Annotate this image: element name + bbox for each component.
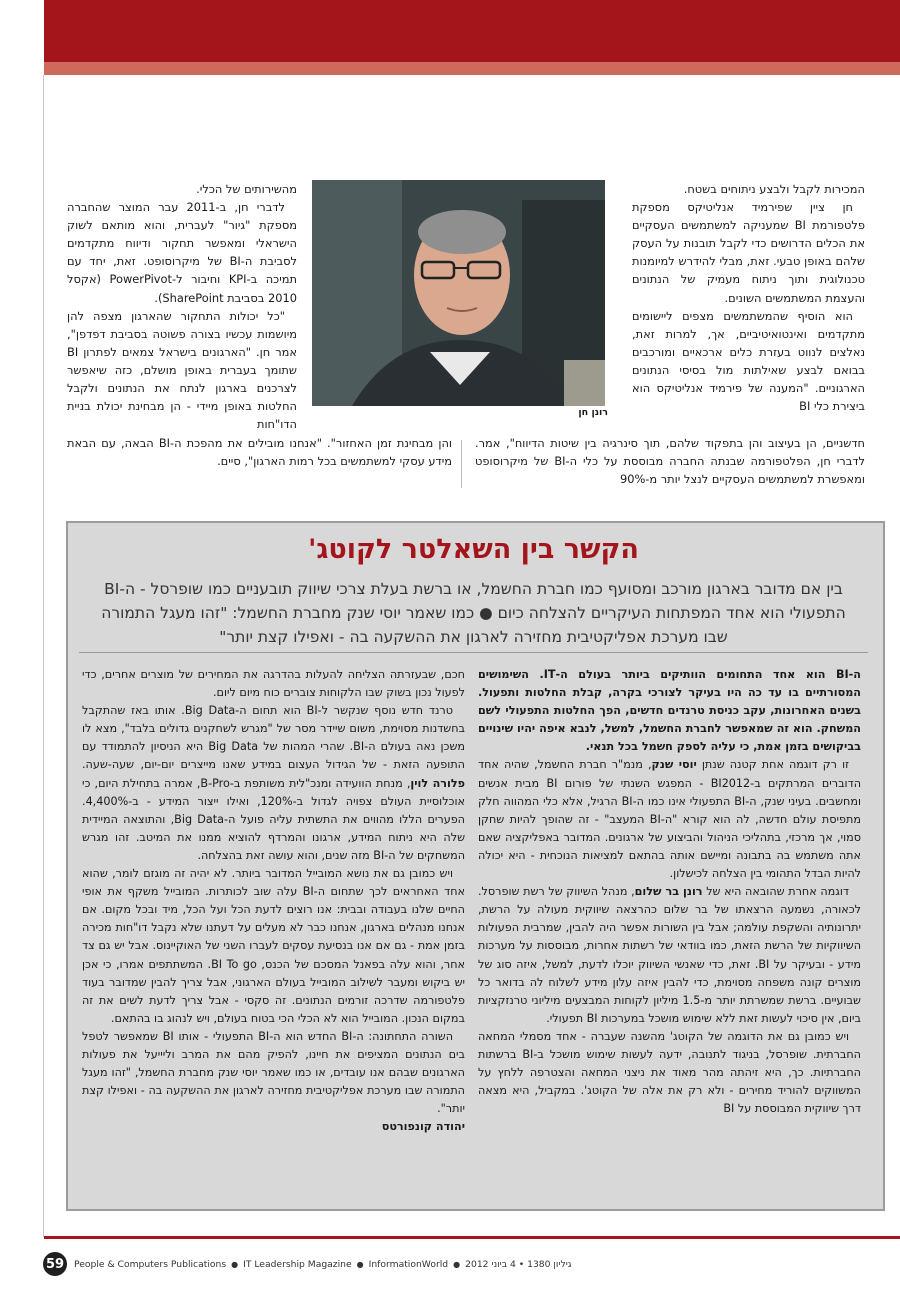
- footer-site: InformationWorld: [368, 1258, 449, 1270]
- person-name: יוסי שנק: [651, 758, 697, 772]
- article-column-left: [67, 180, 297, 433]
- top-banner: [44, 0, 900, 62]
- paragraph: הוא הוסיף שהמשתמשים מצפים ליישומים מתקדמים ואינטואיטיביים, אך, למרות זאת, נאלצים לנווט בעזרת כלים ארכאיים ומורכבים בבואם לבצע שאילתות מול בסיסי הנתונים הארגוניים. "המענה של פירמיד אנליטיקס הוא ביצירת כלי BI: [632, 308, 865, 414]
- author-signature: יהודה קונפורטס: [381, 1120, 465, 1134]
- footer-issue: גיליון 1380 • 4 ביוני 2012: [465, 1258, 572, 1270]
- article-column-right-bottom: [475, 434, 865, 488]
- bottom-rule: [44, 1236, 900, 1239]
- person-name: רונן בר שלום: [634, 885, 703, 899]
- footer-magazine: IT Leadership Magazine: [243, 1258, 352, 1270]
- paragraph: זו רק דוגמה אחת קטנה שנתן יוסי שנק, מנמ"ר חברת החשמל, שהיה אחד הדוברים המרתקים ב-BI2012 - המפגש השנתי של פורום BI מבית אנשים ומחשבים. בעיני שנק, ה-BI התפעולי אינו כמו ה-BI הרגיל, אלא כלי המהווה חלק מתפיסת עולם חדשה, לה הוא קורא "ה-BI המעצב" - זה שהופך להיות שחקן סמוי, אך מרכזי, בתהליכי הניהול והביצוע של ארגונים. המדובר באפליקציה שאם אתה משתמש בה בתבונה ומיישם אותה בהתאם למציאות הנוכחית - היא יכולה להיות הבדל התהומי בין הצלחה לכישלון.: [478, 758, 861, 881]
- page-footer: [43, 1252, 575, 1276]
- footer-publisher: People & Computers Publications: [74, 1258, 227, 1270]
- portrait-photo: [312, 180, 605, 406]
- paragraph: ויש כמובן גם את הדוגמה של הקוטג' מהשנה שעברה - אחד מסמלי המחאה החברתית. שופרסל, בניגוד לתנובה, ידעה לעשות שימוש מושכל ב-BI ברשתות החברתיות. כך, היא זיהתה מהר מאוד את ניצני המחאה והצטרפה ללחץ על המשווקים להוריד מחירים - ולא רק את אלה של הקוטג'. במקביל, היא מצאה דרך שיווקית המבוססת על BI: [478, 1029, 861, 1116]
- bullet-icon: ●: [356, 1259, 364, 1269]
- person-name: פלורה לוין: [410, 776, 465, 790]
- page-number: 59: [43, 1252, 67, 1276]
- paragraph: ה-BI הוא אחד התחומים הוותיקים ביותר בעולם ה-IT. השימושים המסורתיים בו עד כה היו בעיקר לצורכי בקרה, קבלת החלטות ותפעול. בשנים האחרונות, עקב כניסת טרנדים חדשים, הפך החלטות התפעולי לשם המשחק. הוא זה שמאפשר לחברת החשמל, למשל, לנבא איפה יהיו שינויים בביקושים בזמן אמת, כי עליה לספק חשמל בכל תנאי.: [478, 668, 861, 754]
- paragraph: לדברי חן, ב-2011 עבר המוצר שהחברה מספקת "גיור" לעברית, והוא מותאם לשוק הישראלי ומאפשר תחקור ודיווח מתקדמים לסביבת ה-BI של מיקרוסופט. זאת, יחד עם תמיכה ב-KPI וחיבור ל-PowerPivot (אקסל 2010 בסביבת SharePoint).: [67, 200, 297, 305]
- paragraph: טרנד חדש נוסף שנקשר ל-BI הוא תחום ה-Big Data. אותו באז שהתקבל בחשדנות מסוימת, משום שיידר מסר של "מגרש לשחקנים גדולים בלבד", מצא לו משכן נאה בעולם ה-BI. שהרי המהות של Big Data היא הניסיון להתמודד עם התופעה הזאת - של הגידול העצום במידע שאנו מייצרים יום-יום, שעה-שעה. פלורה לוין, מנחת הוועידה ומנכ"לית משותפת ב-B-Pro, אמרה בתחילת היום, כי אוכלוסיית העולם צפויה לגדול ב-120%, ואילו ייצור המידע - ב-4,400%. הפערים הללו מהווים את התשתית עליה פועל ה-Big Data, והתוצאה המיידית שלה היא ניתוח המידע, ארגונו והמרדף להוציא ממנו את המיטב. זהו מגרש המשחקים של ה-BI מזה שנים, והוא עושה זאת בהצלחה.: [82, 704, 465, 862]
- paragraph: חכם, שבעזרתה הצליחה להעלות בהדרגה את המחירים של מוצרים אחרים, כדי לפעול נכון בשוק שבו הלקוחות צוברים כוח מיום ליום.: [82, 668, 465, 700]
- paragraph: ויש כמובן גם את נושא המובייל המדובר ביותר. לא יהיה זה מוגזם לומר, שהוא אחד האחראים לכך שתחום ה-BI עלה שוב לכותרות. המובייל משקף את אופי החיים שלנו בעבודה ובבית: אנו רוצים לדעת הכל ועל הכל, מיד ובכל מקום. אם אנחנו מנהלים בארגון, אנחנו כבר לא מעלים על דעתנו שלא נקבל דו"חות מכירה בזמן אמת - גם אם אנו בנסיעת עסקים לעברו השני של האוקיינוס. אבל יש גם צד אחר, והוא עלה בפאנל המסכם של הכנס, BI To go. המשתתפים אמרו, כי אכן יש ביקוש ומעבר לשילוב המובייל בעולם הארגוני, אבל צריך להבין שמדובר בעוד פלטפורמה שדרכה זורמים הנתונים. זה סקסי - אבל צריך לדעת לשים את זה במקום הנכון. המובייל הוא לא הכלי הכי בטוח בעולם, ויש לנהוג בו בהתאם.: [82, 867, 465, 1025]
- box-lead: בין אם מדובר בארגון מורכב ומסועף כמו חברת החשמל, או ברשת בעלת צרכי שיווק תובעניים כמו שופרסל - ה-BI התפעולי הוא אחד המפתחות העיקריים להצלחה כיום ● כמו שאמר יוסי שנק מחברת החשמל: "זהו מעגל התמורה שבו מערכת אפליקטיבית מחזירה לארגון את ההשקעה בה - ואפילו קצת יותר": [101, 580, 846, 646]
- paragraph: חדשניים, הן בעיצוב והן בתפקוד שלהם, תוך סינרגיה בין שיטות הדיווח", אמר. לדברי חן, הפלטפורמה שבנתה החברה מבוססת על כלי ה-BI של מיקרוסופט ומאפשרת למשתמשים העסקיים לנצל יותר מ-90%: [475, 436, 865, 487]
- column-divider: [461, 440, 462, 488]
- bullet-icon: ●: [231, 1259, 239, 1269]
- paragraph: המכירות לקבל ולבצע ניתוחים בשטח.: [683, 182, 865, 196]
- top-stripe: [44, 62, 900, 75]
- portrait-illustration: [312, 180, 605, 406]
- box-column-right: [478, 666, 861, 1118]
- paragraph: השורה התחתונה: ה-BI החדש הוא ה-BI התפעולי - אותו BI שמאפשר לטפל בים הנתונים המציפים את חיינו, להפיק מהם את המרב וליייעל את פעולות הארגונים שבהם אנו עובדים, או כמו שאמר יוסי שנק מחברת החשמל, "זהו מעגל התמורה שבו מערכת אפליקטיבית מחזירה לארגון את ההשקעה בה - ואפילו קצת יותר".: [82, 1029, 465, 1116]
- frame-left: [43, 75, 44, 1237]
- box-column-left: [82, 666, 465, 1136]
- article-column-left-bottom: [67, 434, 452, 470]
- paragraph: דוגמה אחרת שהובאה היא של רונן בר שלום, מנהל השיווק של רשת שופרסל. לכאורה, נשמעה הרצאתו של בר שלום כהרצאה שיווקית מעולה על הרשת, יתרונותיה והשקפת עולמה; אבל בין השורות אפשר היה להבין, שמרבית הפעולות השיווקיות של הרשת הזאת, כמו בוודאי של רשתות אחרות, מבוססות על מערכות מידע - ובעיקר על BI. זאת, כדי שאנשי השיווק יוכלו לדעת, למשל, איזה סוג של מוצרים קונה משפחה מסוימת, כדי להבין איזה עלון מידע לשלוח לה בדואר כל שבועיים. ברשת שמשרתת יותר מ-1.5 מיליון לקוחות המבצעים מיליוני טרנזקציות ביום, אין סיכוי לעשות זאת ללא שימוש מושכל במערכות BI תפעולי.: [478, 885, 862, 1025]
- paragraph: מהשירותים של הכלי.: [196, 182, 297, 196]
- article-column-right: [632, 180, 865, 415]
- bullet-icon: ●: [453, 1259, 461, 1269]
- photo-caption: רונן חן: [578, 407, 608, 418]
- paragraph: "כל יכולות התחקור שהארגון מצפה להן מיושמות עכשיו בצורה פשוטה בסביבת דפדפן", אמר חן. "הארגונים בישראל צמאים לפתרון BI שתומך בעברית באופן מושלם, כזה שיאפשר לצרכנים בארגון לנתח את הנתונים ולקבל החלטות באופן מיידי - הן מבחינת יכולת בניית הדו"חות: [67, 308, 297, 432]
- paragraph: והן מבחינת זמן האחזור". "אנחנו מובילים את מהפכת ה-BI הבאה, עם הבאת מידע עסקי למשתמשים בכל רמות הארגון", סיים.: [67, 436, 452, 469]
- box-divider: [79, 652, 868, 653]
- box-title: הקשר בין השאלטר לקוטג': [308, 534, 639, 565]
- paragraph: חן ציין שפירמיד אנליטיקס מספקת פלטפורמת BI שמעניקה למשתמשים העסקיים את הכלים הדרושים כדי לקבל תובנות על העסק שלהם באופן טבעי. זאת, מבלי להידרש למיומנות טכנולוגית ותוך ניתוח מעמיק של הנתונים והעצמת המשתמשים השונים.: [632, 200, 866, 305]
